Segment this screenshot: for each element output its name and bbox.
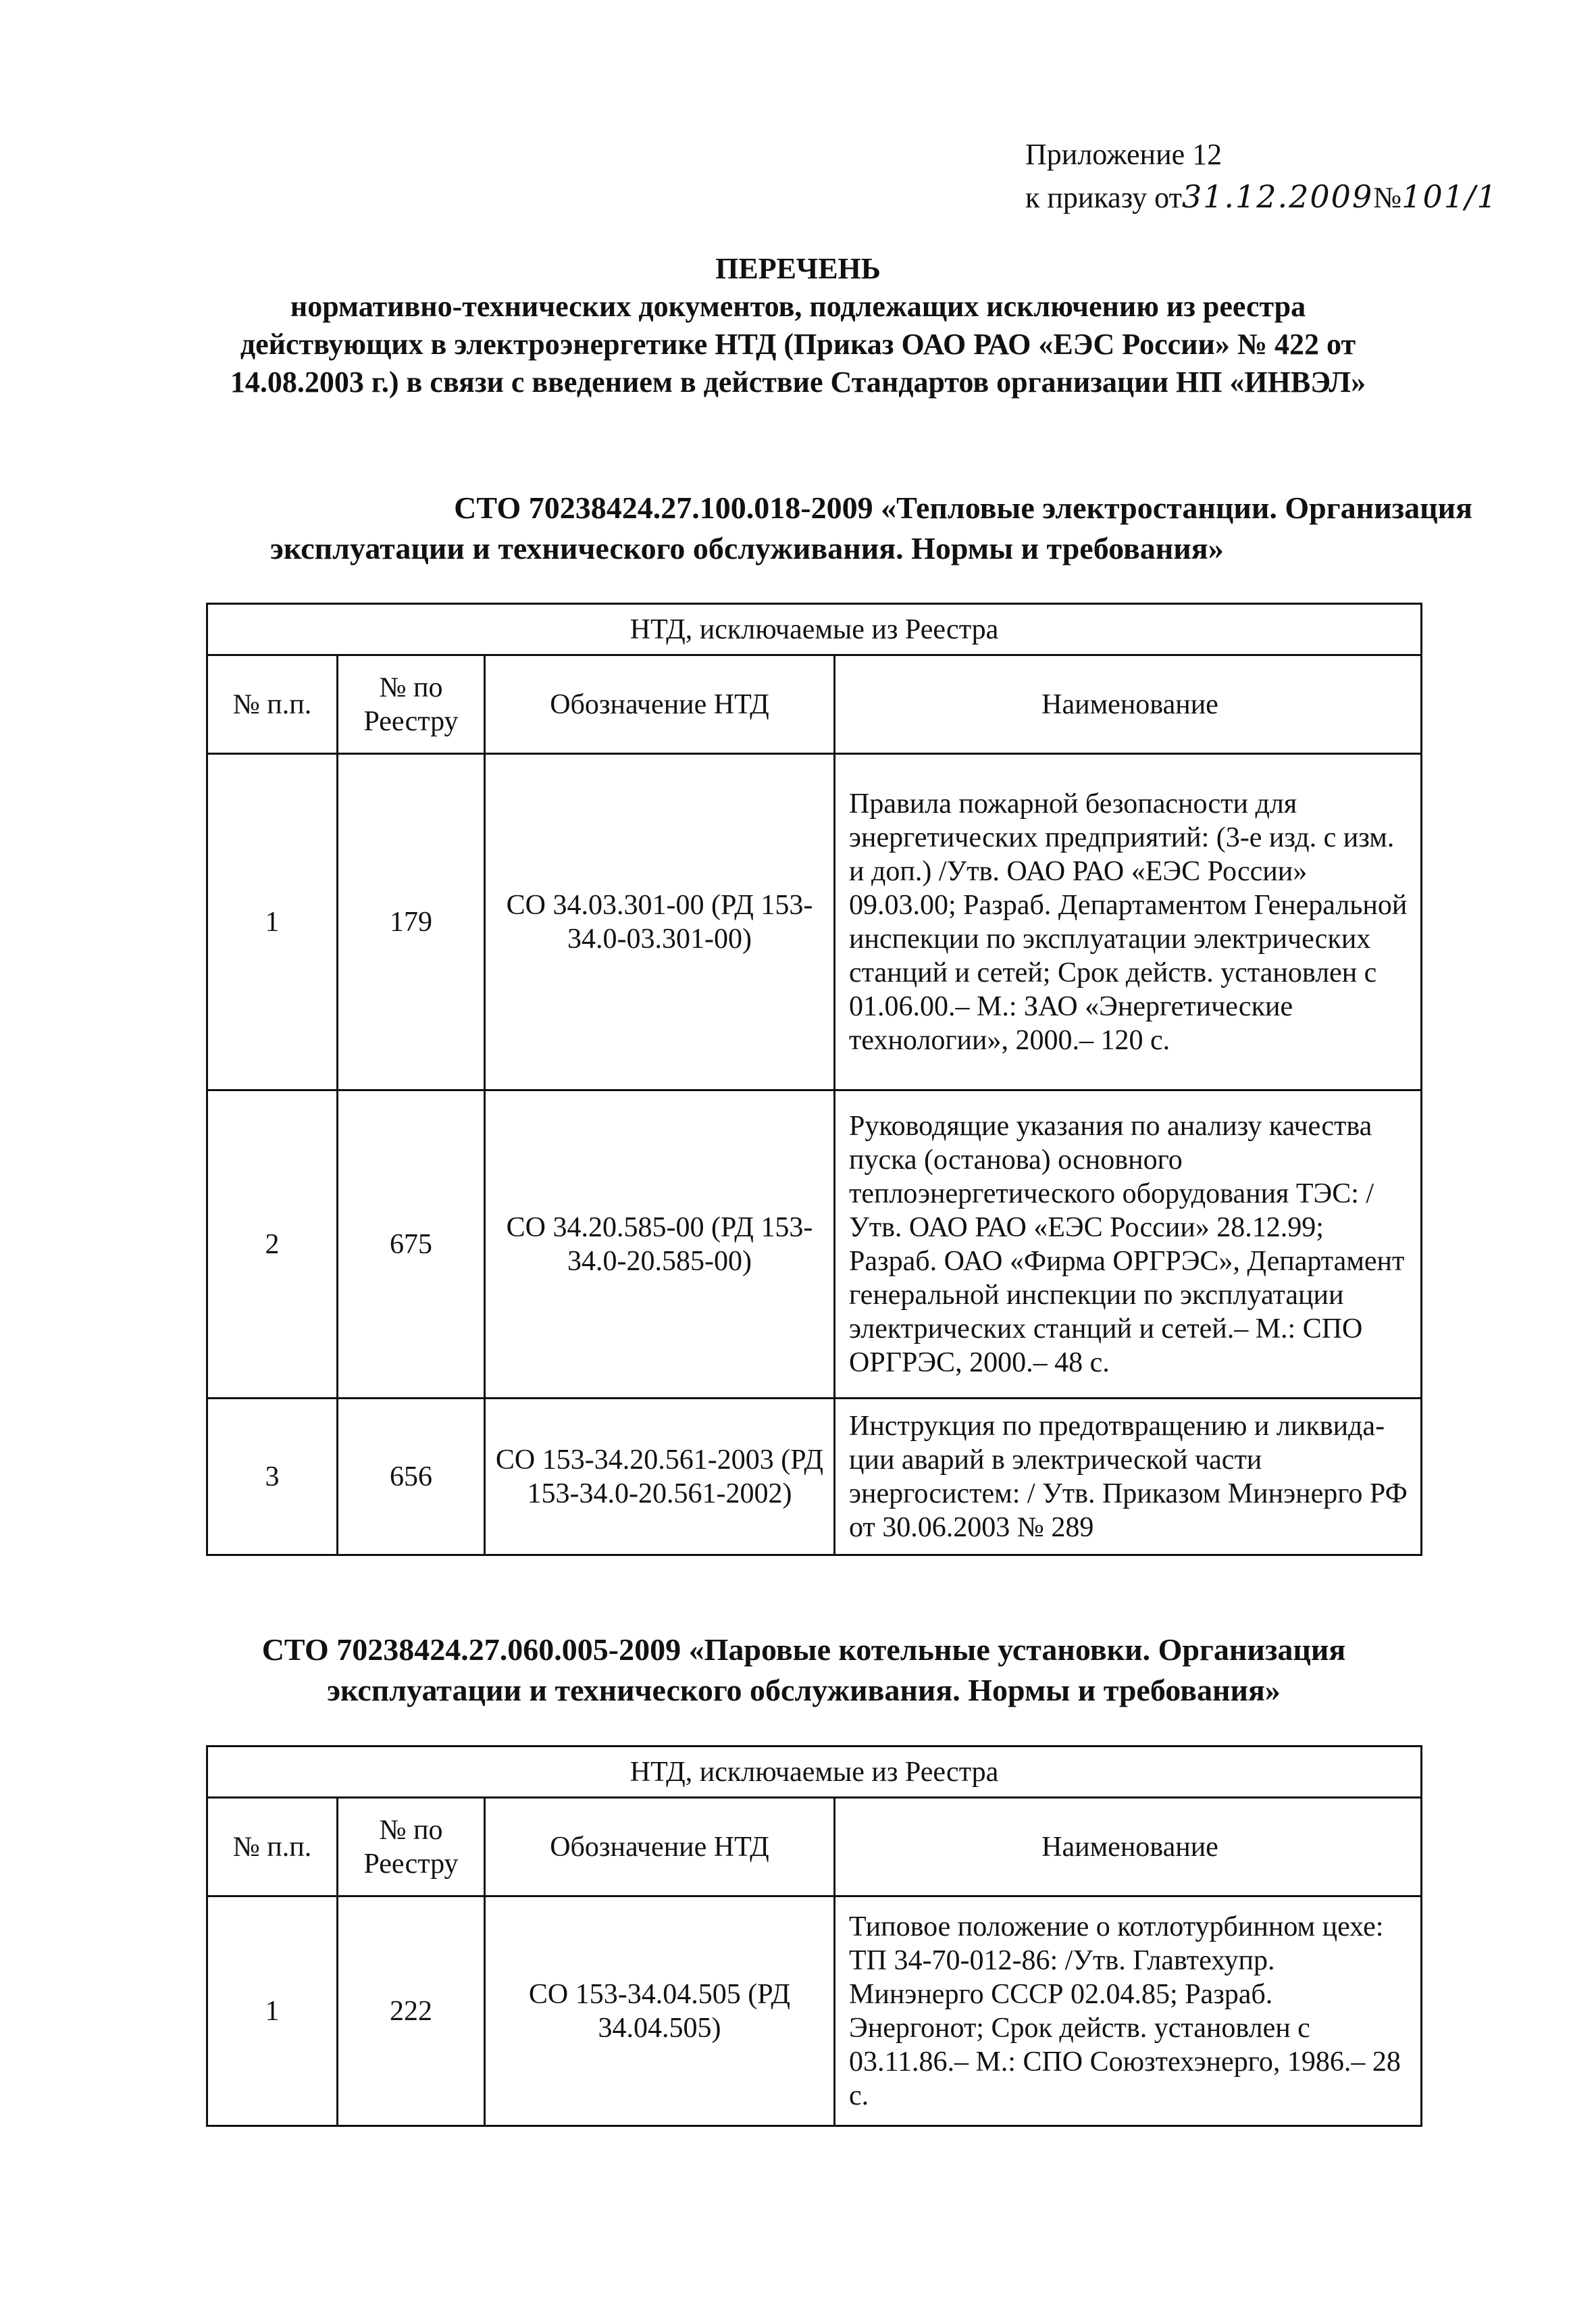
row-num: 2 [207,1090,338,1399]
order-prefix: к приказу от [1025,181,1182,214]
column-header-num: № п.п. [207,1798,338,1896]
section-2-heading-line-2: эксплуатации и технического обслуживания. Нормы и требования» [327,1673,1281,1707]
section-2-table [206,1745,1422,2127]
table-header-row [207,1798,1422,1896]
column-header-name: Наименование [835,1798,1422,1896]
row-num: 3 [207,1399,338,1555]
column-header-registry: № по Реестру [338,655,485,754]
table-header-row [207,655,1422,754]
order-number: 101/1 [1401,178,1498,215]
row-name: Типовое положение о котлотурбинном цехе: ТП 34-70-012-86: /Утв. Главтехупр. Минэнерго СССР 02.04.85; Разраб. Энергонот; Срок действ. установлен с 03.11.86.– М.: СПО Союзтехэнерго, 1986.– 28 с. [835,1896,1422,2126]
row-registry-number: 222 [338,1896,485,2126]
column-header-num: № п.п. [207,655,338,754]
column-header-designation: Обозначение НТД [485,1798,835,1896]
row-registry-number: 675 [338,1090,485,1399]
row-designation: СО 34.20.585-00 (РД 153-34.0-20.585-00) [485,1090,835,1399]
order-date: 31.12.2009 [1181,178,1374,215]
section-1-heading-line-1: СТО 70238424.27.100.018-2009 «Тепловые электростанции. Организация [454,491,1472,525]
row-name: Правила пожарной безопасности для энергетических предприятий: (3-е изд. с изм. и доп.) /Утв. ОАО РАО «ЕЭС России» 09.03.00; Разраб. Департаментом Генеральной инспекции по эксплуатации электрических станций и сетей; Срок действ. установлен с 01.06.00.– М.: ЗАО «Энергетические технологии», 2000.– 120 с. [835,754,1422,1090]
table-caption-row [207,604,1422,655]
table-caption-row [207,1746,1422,1798]
table-caption: НТД, исключаемые из Реестра [207,604,1422,655]
order-reference [1025,176,1498,219]
section-2-heading [169,1630,1439,1711]
row-designation: СО 153-34.20.561-2003 (РД 153-34.0-20.561-2002) [485,1399,835,1555]
row-registry-number: 179 [338,754,485,1090]
row-num: 1 [207,754,338,1090]
table-row [207,1399,1422,1555]
section-1-heading [270,488,1472,569]
title-line-3: 14.08.2003 г.) в связи с введением в действие Стандартов организации НП «ИНВЭЛ» [230,366,1366,399]
title-main: ПЕРЕЧЕНЬ [715,252,881,285]
row-registry-number: 656 [338,1399,485,1555]
row-designation: СО 153-34.04.505 (РД 34.04.505) [485,1896,835,2126]
column-header-designation: Обозначение НТД [485,655,835,754]
section-1-table [206,603,1422,1556]
column-header-registry: № по Реестру [338,1798,485,1896]
section-2-heading-line-1: СТО 70238424.27.060.005-2009 «Паровые котельные установки. Организация [261,1632,1346,1667]
table-row [207,754,1422,1090]
title-line-1: нормативно-технических документов, подлежащих исключению из реестра [290,290,1306,323]
table-row [207,1896,1422,2126]
appendix-number: Приложение 12 [1025,138,1222,171]
title-line-2: действующих в электроэнергетике НТД (Приказ ОАО РАО «ЕЭС России» № 422 от [240,328,1356,361]
table-caption: НТД, исключаемые из Реестра [207,1746,1422,1798]
table-row [207,1090,1422,1399]
number-sign: № [1373,181,1402,214]
section-1-heading-line-2: эксплуатации и технического обслуживания. Нормы и требования» [270,531,1224,565]
document-title [101,250,1495,401]
row-num: 1 [207,1896,338,2126]
row-designation: СО 34.03.301-00 (РД 153-34.0-03.301-00) [485,754,835,1090]
appendix-reference [1025,134,1498,219]
row-name: Руководящие указания по анализу качества пуска (останова) основного теплоэнергетического оборудования ТЭС: /Утв. ОАО РАО «ЕЭС России» 28.12.99; Разраб. ОАО «Фирма ОРГРЭС», Департамент генеральной инспекции по эксплуатации электрических станций и сетей.– М.: СПО ОРГРЭС, 2000.– 48 с. [835,1090,1422,1399]
column-header-name: Наименование [835,655,1422,754]
row-name: Инструкция по предотвращению и ликвида-ции аварий в электрической части энергосистем: / Утв. Приказом Минэнерго РФ от 30.06.2003 № 289 [835,1399,1422,1555]
